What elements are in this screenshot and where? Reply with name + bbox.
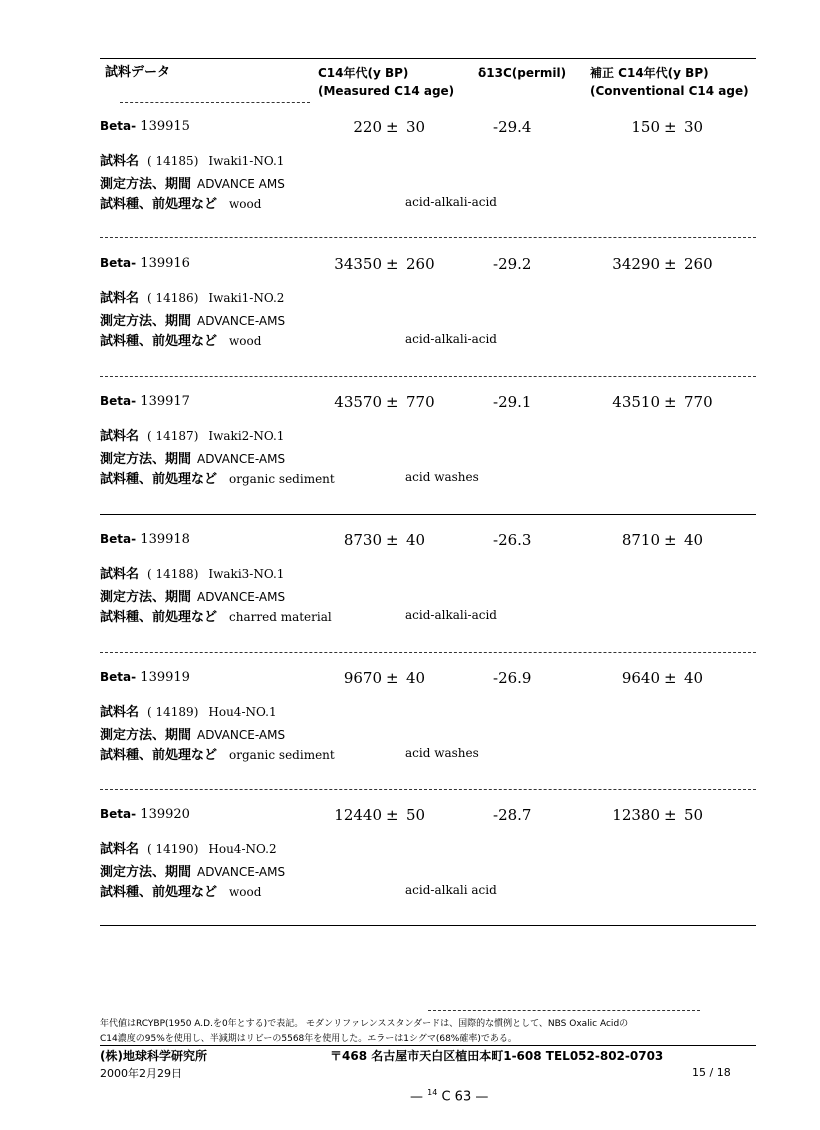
method-value: ADVANCE-AMS [197, 590, 286, 604]
measured-age: 220 [353, 118, 382, 136]
material-label: 試料種、前処理など [100, 885, 218, 900]
d13c-value: -28.7 [493, 806, 532, 824]
footer-rule [100, 1045, 756, 1046]
sample-number: ( 14185) [147, 154, 199, 168]
method-label: 測定方法、期間 [100, 177, 192, 192]
header-bottom-rule [120, 102, 310, 103]
pretreatment-value: acid-alkali-acid [405, 195, 497, 209]
measured-error: 40 [406, 531, 426, 549]
conventional-age: 9640 [621, 669, 660, 687]
sample-id-label [100, 256, 190, 271]
d13c-value: -29.1 [493, 393, 532, 411]
method-row [100, 310, 285, 329]
material-row [100, 193, 261, 212]
footer-top-rule [428, 1010, 700, 1011]
plus-minus-sign: ± [664, 669, 677, 687]
sample-id-label [100, 807, 190, 822]
pretreatment-value: acid-alkali acid [405, 883, 497, 897]
sample-name-label: 試料名 [100, 842, 140, 857]
sample-name-row [100, 425, 284, 444]
sample-name-value: Hou4-NO.2 [208, 842, 277, 856]
conventional-error: 770 [684, 393, 713, 411]
material-row [100, 881, 261, 900]
method-row [100, 173, 285, 192]
method-value: ADVANCE AMS [197, 177, 285, 191]
beta-prefix: Beta- [100, 394, 137, 408]
report-date: 2000年2月29日 [100, 1067, 182, 1080]
page-mark-dash-right: — [475, 1089, 489, 1105]
sample-id-label [100, 532, 190, 547]
sample-name-value: Iwaki1-NO.2 [208, 291, 285, 305]
material-value: organic sediment [229, 472, 335, 486]
beta-number: 139918 [140, 532, 190, 547]
conventional-age: 8710 [621, 531, 660, 549]
material-label: 試料種、前処理など [100, 334, 218, 349]
sample-name-row [100, 287, 284, 306]
sample-number-value: 14189 [155, 705, 194, 719]
beta-number: 139919 [140, 670, 190, 685]
sample-separator [100, 237, 756, 238]
sample-number-value: 14188 [155, 567, 194, 581]
material-value: wood [229, 334, 262, 348]
sample-number-value: 14187 [155, 429, 194, 443]
beta-number: 139920 [140, 807, 190, 822]
plus-minus-sign: ± [664, 118, 677, 136]
method-row [100, 724, 285, 743]
conventional-error: 40 [684, 669, 704, 687]
material-row [100, 606, 332, 625]
sample-number-value: 14190 [155, 842, 194, 856]
page-mark-superscript: 14 [427, 1088, 438, 1097]
measured-error: 30 [406, 118, 426, 136]
page-count: 15 / 18 [692, 1066, 731, 1079]
measured-error: 50 [406, 806, 426, 824]
conventional-error: 50 [684, 806, 704, 824]
sample-name-row [100, 150, 284, 169]
measured-age: 12440 [334, 806, 382, 824]
sample-number: ( 14189) [147, 705, 199, 719]
conventional-error: 30 [684, 118, 704, 136]
footer-note-line1: 年代値はRCYBP(1950 A.D.を0年とする)で表記。 モダンリファレンススタンダードは、国際的な慣例として、NBS Oxalic Acidの [100, 1019, 629, 1029]
method-value: ADVANCE-AMS [197, 865, 286, 879]
method-value: ADVANCE-AMS [197, 728, 286, 742]
sample-name-label: 試料名 [100, 154, 140, 169]
material-value: charred material [229, 610, 332, 624]
sample-name-row [100, 563, 284, 582]
method-row [100, 586, 285, 605]
plus-minus-sign: ± [386, 669, 399, 687]
sample-id-label [100, 670, 190, 685]
material-label: 試料種、前処理など [100, 748, 218, 763]
company-address: 〒468 名古屋市天白区植田本町1-608 TEL052-802-0703 [330, 1049, 664, 1063]
sample-number: ( 14190) [147, 842, 199, 856]
sample-name-value: Iwaki2-NO.1 [208, 429, 285, 443]
pretreatment-value: acid washes [405, 746, 479, 760]
measured-age: 9670 [343, 669, 382, 687]
material-label: 試料種、前処理など [100, 472, 218, 487]
sample-name-label: 試料名 [100, 705, 140, 720]
pretreatment-value: acid washes [405, 470, 479, 484]
sample-name-value: Iwaki3-NO.1 [208, 567, 285, 581]
beta-prefix: Beta- [100, 532, 137, 546]
sample-separator [100, 652, 756, 653]
conventional-age: 12380 [612, 806, 660, 824]
sample-separator [100, 376, 756, 377]
sample-data-heading: 試料データ [105, 65, 171, 80]
beta-number: 139915 [140, 119, 190, 134]
material-row [100, 468, 335, 487]
plus-minus-sign: ± [664, 255, 677, 273]
page-mark-dash-left: — [410, 1089, 423, 1105]
method-label: 測定方法、期間 [100, 865, 192, 880]
method-row [100, 448, 285, 467]
sample-name-label: 試料名 [100, 567, 140, 582]
d13c-value: -26.9 [493, 669, 532, 687]
conventional-age: 34290 [612, 255, 660, 273]
page-mark-text: C 63 [441, 1089, 472, 1105]
method-label: 測定方法、期間 [100, 452, 192, 467]
header-top-rule [100, 58, 756, 59]
sample-separator [100, 514, 756, 515]
company-name: (株)地球科学研究所 [100, 1049, 207, 1063]
conventional-age: 43510 [612, 393, 660, 411]
material-label: 試料種、前処理など [100, 610, 218, 625]
material-row [100, 330, 261, 349]
sample-name-label: 試料名 [100, 429, 140, 444]
beta-number: 139917 [140, 394, 190, 409]
d13c-value: -26.3 [493, 531, 532, 549]
method-row [100, 861, 285, 880]
plus-minus-sign: ± [664, 393, 677, 411]
plus-minus-sign: ± [386, 806, 399, 824]
plus-minus-sign: ± [386, 255, 399, 273]
plus-minus-sign: ± [386, 531, 399, 549]
conventional-age-subheading: (Conventional C14 age) [590, 84, 749, 98]
sample-name-label: 試料名 [100, 291, 140, 306]
footer-note-line2: C14濃度の95%を使用し、半減期はリビーの5568年を使用した。エラーは1シグマ(68%確率)である。 [100, 1034, 517, 1044]
sample-number-value: 14186 [155, 291, 194, 305]
measured-age-heading: C14年代(y BP) [318, 66, 409, 80]
d13c-value: -29.2 [493, 255, 532, 273]
sample-id-label [100, 119, 190, 134]
material-value: wood [229, 197, 262, 211]
measured-error: 770 [406, 393, 435, 411]
sample-separator [100, 789, 756, 790]
method-label: 測定方法、期間 [100, 728, 192, 743]
material-row [100, 744, 335, 763]
sample-separator [100, 925, 756, 926]
sample-name-row [100, 838, 277, 857]
measured-error: 40 [406, 669, 426, 687]
pretreatment-value: acid-alkali-acid [405, 332, 497, 346]
conventional-age: 150 [631, 118, 660, 136]
d13c-heading: δ13C(permil) [478, 66, 567, 80]
d13c-value: -29.4 [493, 118, 532, 136]
measured-error: 260 [406, 255, 435, 273]
measured-age: 8730 [343, 531, 382, 549]
beta-number: 139916 [140, 256, 190, 271]
beta-prefix: Beta- [100, 256, 137, 270]
material-label: 試料種、前処理など [100, 197, 218, 212]
method-value: ADVANCE-AMS [197, 452, 286, 466]
sample-number: ( 14186) [147, 291, 199, 305]
conventional-error: 260 [684, 255, 713, 273]
sample-id-label [100, 394, 190, 409]
pretreatment-value: acid-alkali-acid [405, 608, 497, 622]
method-label: 測定方法、期間 [100, 590, 192, 605]
sample-number: ( 14187) [147, 429, 199, 443]
plus-minus-sign: ± [664, 531, 677, 549]
measured-age-subheading: (Measured C14 age) [318, 84, 455, 98]
beta-prefix: Beta- [100, 807, 137, 821]
measured-age: 34350 [334, 255, 382, 273]
plus-minus-sign: ± [386, 118, 399, 136]
plus-minus-sign: ± [664, 806, 677, 824]
material-value: organic sediment [229, 748, 335, 762]
page-mark [410, 1088, 488, 1104]
plus-minus-sign: ± [386, 393, 399, 411]
conventional-error: 40 [684, 531, 704, 549]
sample-number-value: 14185 [155, 154, 194, 168]
measured-age: 43570 [334, 393, 382, 411]
conventional-age-heading: 補正 C14年代(y BP) [590, 66, 709, 80]
beta-prefix: Beta- [100, 119, 137, 133]
beta-prefix: Beta- [100, 670, 137, 684]
method-value: ADVANCE-AMS [197, 314, 286, 328]
sample-number: ( 14188) [147, 567, 199, 581]
sample-name-value: Iwaki1-NO.1 [208, 154, 285, 168]
method-label: 測定方法、期間 [100, 314, 192, 329]
sample-name-value: Hou4-NO.1 [208, 705, 277, 719]
sample-name-row [100, 701, 277, 720]
material-value: wood [229, 885, 262, 899]
